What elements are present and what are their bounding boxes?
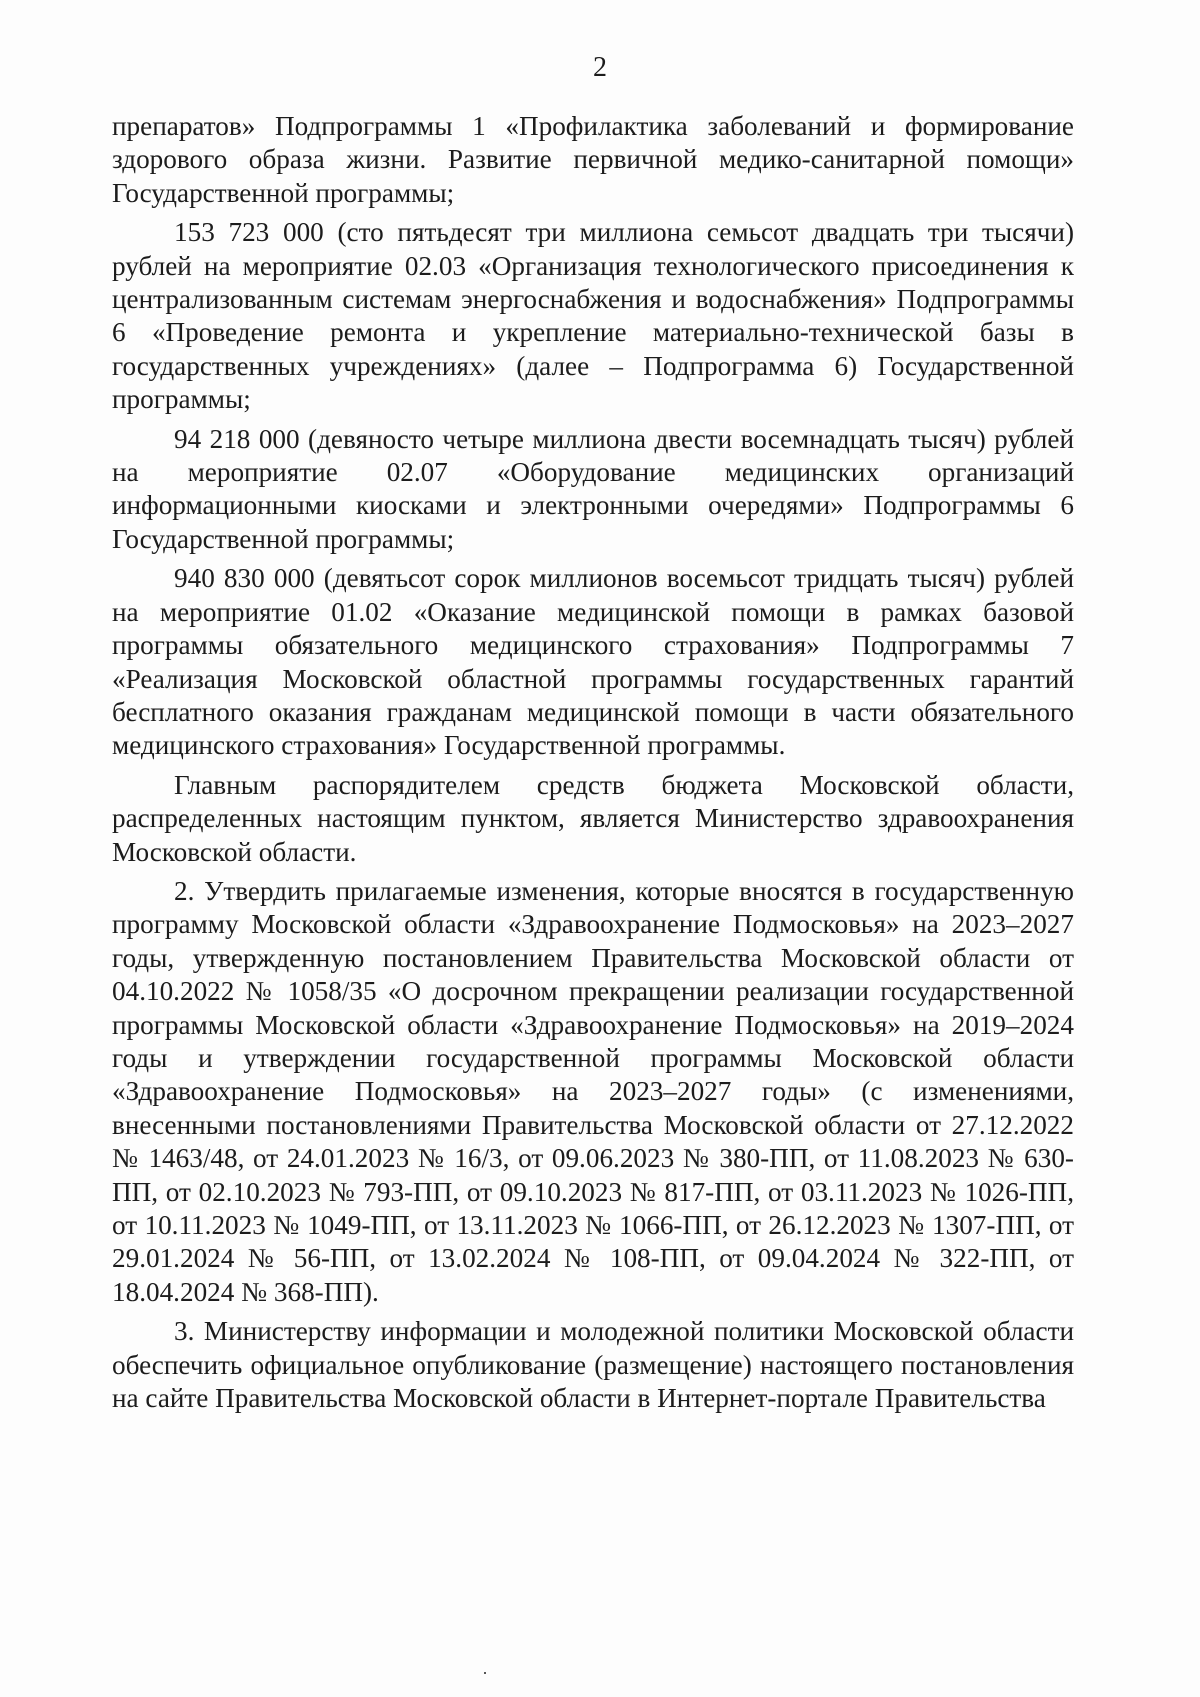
- document-body: [112, 110, 1074, 1415]
- paragraph-item-2: 2. Утвердить прилагаемые изменения, которые вносятся в государственную программу Московской области «Здравоохранение Подмосковья» на 2023–2027 годы, утвержденную постановлением Правительства Московской области от 04.10.2022 № 1058/35 «О досрочном прекращении реализации государственной программы Московской области «Здравоохранение Подмосковья» на 2019–2024 годы и утверждении государственной программы Московской области «Здравоохранение Подмосковья» на 2023–2027 годы» (с изменениями, внесенными постановлениями Правительства Московской области от 27.12.2022 № 1463/48, от 24.01.2023 № 16/3, от 09.06.2023 № 380-ПП, от 11.08.2023 № 630-ПП, от 02.10.2023 № 793-ПП, от 09.10.2023 № 817-ПП, от 03.11.2023 № 1026-ПП, от 10.11.2023 № 1049-ПП, от 13.11.2023 № 1066-ПП, от 26.12.2023 № 1307-ПП, от 29.01.2024 № 56-ПП, от 13.02.2024 № 108-ПП, от 09.04.2024 № 322-ПП, от 18.04.2024 № 368-ПП).: [112, 875, 1074, 1307]
- scan-speck: [484, 1672, 486, 1674]
- paragraph-chief-administrator: Главным распорядителем средств бюджета Московской области, распределенных настоящим пунктом, является Министерство здравоохранения Московской области.: [112, 769, 1074, 867]
- paragraph-continuation: препаратов» Подпрограммы 1 «Профилактика заболеваний и формирование здорового образа жизни. Развитие первичной медико-санитарной помощи» Государственной программы;: [112, 111, 1074, 208]
- paragraph-item-3: 3. Министерству информации и молодежной политики Московской области обеспечить официальное опубликование (размещение) настоящего постановления на сайте Правительства Московской области в Интернет-портале Правительства: [112, 1316, 1074, 1414]
- page-number: 2: [593, 52, 607, 83]
- paragraph-funding-01-02: 940 830 000 (девятьсот сорок миллионов восемьсот тридцать тысяч) рублей на мероприятие 01.02 «Оказание медицинской помощи в рамках базовой программы обязательного медицинского страхования» Подпрограммы 7 «Реализация Московской областной программы государственных гарантий бесплатного оказания гражданам медицинской помощи в части обязательного медицинского страхования» Государственной программы.: [112, 563, 1074, 761]
- paragraph-funding-02-03: 153 723 000 (сто пятьдесят три миллиона семьсот двадцать три тысячи) рублей на мероприятие 02.03 «Организация технологического присоединения к централизованным системам энергоснабжения и водоснабжения» Подпрограммы 6 «Проведение ремонта и укрепление материально-технической базы в государственных учреждениях» (далее – Подпрограмма 6) Государственной программы;: [112, 217, 1074, 415]
- paragraph-funding-02-07: 94 218 000 (девяносто четыре миллиона двести восемнадцать тысяч) рублей на мероприятие 02.07 «Оборудование медицинских организаций информационными киосками и электронными очередями» Подпрограммы 6 Государственной программы;: [112, 423, 1074, 554]
